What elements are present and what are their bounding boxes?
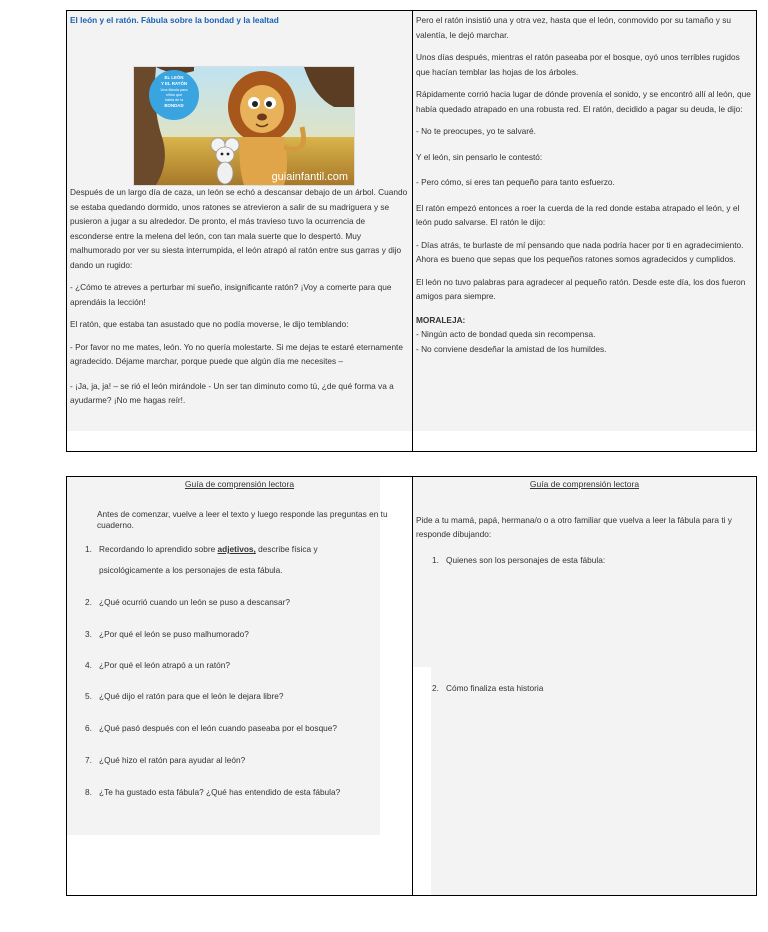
question-2 (85, 596, 290, 608)
story-paragraph: - ¿Cómo te atreves a perturbar mi sueño, insignificante ratón? ¡Voy a comerte para que aprendáis la lección! (70, 282, 392, 307)
guide-left-intro: Antes de comenzar, vuelve a leer el texto y luego responde las preguntas en tu cuaderno. (97, 509, 388, 530)
question-6 (85, 722, 337, 734)
question-number: 8. (85, 787, 92, 797)
question-number: 1. (432, 555, 439, 565)
right-question-2 (432, 682, 543, 694)
story-paragraph: El ratón empezó entonces a roer la cuerda de la red donde estaba atrapado el león, y el león pudo salvarse. El ratón le dijo: (416, 202, 740, 227)
badge-line-4: niños que (165, 93, 183, 97)
adjetivos-emphasis: adjetivos, (217, 544, 256, 554)
moral-line: - Ningún acto de bondad queda sin recompensa. (416, 329, 596, 339)
question-text: ¿Te ha gustado esta fábula? ¿Qué has entendido de esta fábula? (99, 787, 341, 797)
badge-line-5: habla de la (164, 98, 184, 102)
story-table (66, 10, 757, 452)
question-number: 3. (85, 629, 92, 639)
question-number: 2. (432, 683, 439, 693)
story-paragraph: El ratón, que estaba tan asustado que no podía moverse, le dijo temblando: (70, 319, 349, 329)
badge-line-3: Una fábula para (160, 88, 188, 92)
question-text: ¿Por qué el león se puso malhumorado? (99, 629, 249, 639)
question-number: 4. (85, 660, 92, 670)
guide-left-title: Guía de comprensión lectora (184, 479, 295, 489)
right-question-1 (432, 554, 605, 566)
watermark-text: guiainfantil.com (271, 171, 348, 183)
story-left-text (70, 185, 410, 416)
question-number: 7. (85, 755, 92, 765)
moral-line: - No conviene desdeñar la amistad de los humildes. (416, 343, 607, 354)
story-illustration (133, 66, 355, 186)
question-1 (85, 543, 318, 555)
guide-right-title: Guía de comprensión lectora (529, 479, 640, 489)
question-number: 2. (85, 597, 92, 607)
badge-line-6: BONDAD (164, 103, 184, 108)
question-text: ¿Qué ocurrió cuando un león se puso a descansar? (99, 597, 290, 607)
story-right-cell (416, 11, 754, 451)
guide-left-cell (67, 477, 412, 895)
question-text: ¿Qué hizo el ratón para ayudar al león? (99, 755, 246, 765)
story-paragraph: Después de un largo día de caza, un león se echó a descansar debajo de un árbol. Cuando se estaba quedando dormido, unos ratones se atrevieron a salir de su madriguera y se pusieron a jugar a su alrededor. De pronto, el más travieso tuvo la ocurrencia de esconderse entre la melena del león, con tan mala suerte que lo despertó. Muy malhumorado por ver su siesta interrumpida, el león atrapó al ratón entre sus garras y dijo dando un rugido: (70, 187, 408, 270)
story-paragraph: El león no tuvo palabras para agradecer al pequeño ratón. Desde este día, los dos fueron amigos para siempre. (416, 276, 746, 301)
story-paragraph: Pero el ratón insistió una y otra vez, hasta que el león, conmovido por su tamaño y su valentía, le dejó marchar. (416, 15, 731, 40)
badge-line-1: EL LEÓN (164, 75, 184, 80)
guide-right-cell (413, 477, 756, 895)
question-text: Cómo finaliza esta historia (446, 683, 544, 693)
story-divider (412, 11, 413, 451)
story-paragraph: Y el león, sin pensarlo le contestó: (416, 151, 543, 162)
question-number: 1. (85, 544, 92, 554)
story-left-cell (70, 11, 410, 451)
question-8 (85, 786, 340, 798)
story-paragraph: Rápidamente corrió hacia lugar de dónde provenía el sonido, y se encontró allí al león, que había quedado atrapado en una robusta red. El ratón, decidido a pagar su deuda, le dijo: (416, 89, 751, 114)
lion-mouse-illustration (134, 67, 354, 185)
story-paragraph: - Por favor no me mates, león. Yo no quería molestarte. Si me dejas te estaré eternamente agradecido. Déjame marchar, porque puede que algún día me necesites – (70, 341, 403, 366)
question-7 (85, 754, 245, 766)
question-text: ¿Qué dijo el ratón para que el león le dejara libre? (99, 691, 284, 701)
question-4 (85, 659, 230, 671)
story-paragraph: - Días atrás, te burlaste de mí pensando que nada podría hacer por ti en agradecimiento. Ahora es bueno que sepas que los pequeños ratones somos agradecidos y cumplidos. (416, 239, 744, 264)
story-paragraph: - No te preocupes, yo te salvaré. (416, 126, 536, 136)
guide-right-intro: Pide a tu mamá, papá, hermana/o o a otro familiar que vuelva a leer la fábula para ti y responde dibujando: (416, 515, 732, 539)
question-text: ¿Qué pasó después con el león cuando paseaba por el bosque? (99, 723, 338, 733)
guide-table (66, 476, 757, 896)
question-text: Quienes son los personajes de esta fábula: (446, 555, 606, 565)
question-5 (85, 690, 284, 702)
question-3 (85, 628, 249, 640)
question-text: ¿Por qué el león atrapó a un ratón? (99, 660, 230, 670)
badge-line-2: Y EL RATÓN (160, 81, 188, 86)
question-1-line-2: psicológicamente a los personajes de esta fábula. (99, 565, 283, 575)
story-title: El león y el ratón. Fábula sobre la bondad y la lealtad (70, 15, 279, 25)
story-paragraph: - ¡Ja, ja, ja! – se rió el león mirándole - Un ser tan diminuto como tú, ¿de qué forma va a ayudarme? ¡No me hagas reír!. (70, 380, 394, 405)
story-paragraph: Unos días después, mientras el ratón paseaba por el bosque, oyó unos terribles rugidos que hacían temblar las hojas de los árboles. (416, 52, 740, 77)
question-number: 6. (85, 723, 92, 733)
question-text: Recordando lo aprendido sobre (99, 544, 218, 554)
question-number: 5. (85, 691, 92, 701)
moral-heading: MORALEJA: (416, 314, 466, 325)
question-text: describe física y (255, 544, 318, 554)
story-paragraph: - Pero cómo, si eres tan pequeño para tanto esfuerzo. (416, 177, 615, 187)
